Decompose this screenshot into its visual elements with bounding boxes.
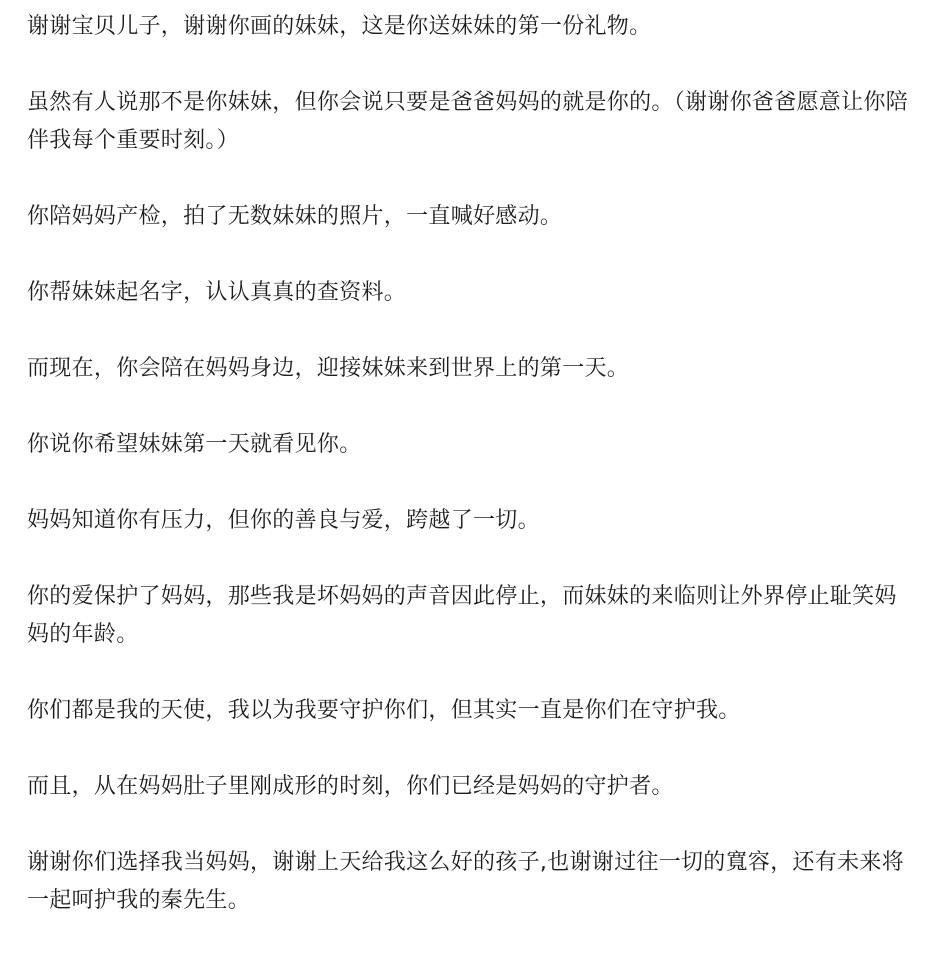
paragraph: 你们都是我的天使，我以为我要守护你们，但其实一直是你们在守护我。	[27, 698, 741, 723]
paragraph: 虽然有人说那不是你妹妹，但你会说只要是爸爸妈妈的就是你的。（谢谢你爸爸愿意让你陪伴我每个重要时刻。）	[27, 90, 909, 153]
paragraph: 谢谢宝贝儿子，谢谢你画的妹妹，这是你送妹妹的第一份礼物。	[27, 14, 652, 39]
paragraph: 而且，从在妈妈肚子里刚成形的时刻，你们已经是妈妈的守护者。	[27, 774, 674, 799]
article-body	[27, 8, 917, 920]
paragraph: 谢谢你们选择我当妈妈，谢谢上天给我这么好的孩子,也谢谢过往一切的寬容，还有未来将一起呵护我的秦先生。	[27, 850, 904, 913]
paragraph: 而现在，你会陪在妈妈身边，迎接妹妹来到世界上的第一天。	[27, 356, 630, 381]
paragraph: 你的爱保护了妈妈，那些我是坏妈妈的声音因此停止，而妹妹的来临则让外界停止耻笑妈妈的年龄。	[27, 584, 897, 647]
paragraph: 你说你希望妹妹第一天就看见你。	[27, 432, 362, 457]
paragraph: 你帮妹妹起名字，认认真真的查资料。	[27, 280, 407, 305]
paragraph: 妈妈知道你有压力，但你的善良与爱，跨越了一切。	[27, 508, 540, 533]
paragraph: 你陪妈妈产检，拍了无数妹妹的照片，一直喊好感动。	[27, 204, 563, 229]
